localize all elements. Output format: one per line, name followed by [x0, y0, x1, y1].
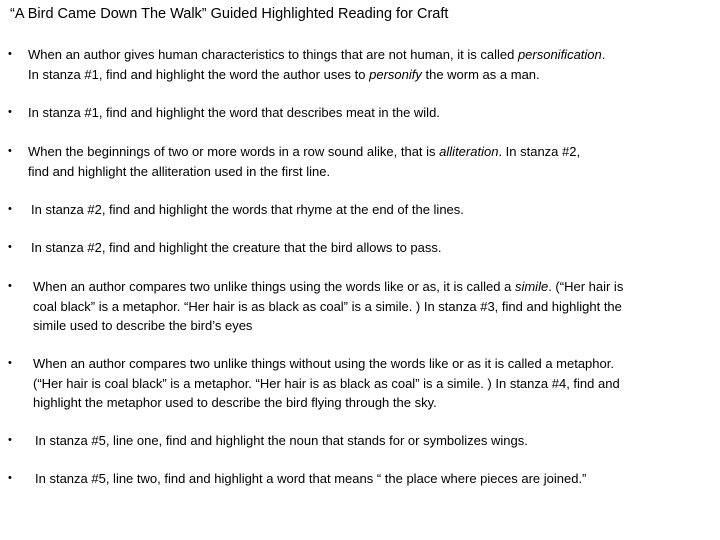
page-title: “A Bird Came Down The Walk” Guided Highlighted Reading for Craft [10, 6, 449, 22]
line-segment: When the beginnings of two or more words in a row sound alike, that is [28, 144, 440, 159]
bullet: • [8, 145, 12, 157]
line-segment: coal black” is a metaphor. “Her hair is as black as coal” is a simile. ) In stanza #3, find and highlight the [33, 298, 622, 314]
line-segment: When an author gives human characteristics to things that are not human, it is called [28, 47, 518, 62]
question-line [28, 162, 688, 182]
question-text [28, 103, 688, 123]
question-text [28, 142, 688, 181]
line-segment: In stanza #1, find and highlight the word the author uses to [28, 66, 370, 82]
bullet: • [8, 280, 12, 292]
question-text [28, 45, 688, 84]
question-line [33, 316, 708, 336]
line-segment: . In stanza #2, [498, 144, 581, 159]
question-line [35, 469, 695, 489]
bullet: • [8, 203, 12, 215]
question-text [33, 354, 708, 413]
question-line [33, 393, 708, 413]
line-segment: . (“Her hair is [548, 279, 624, 294]
line-segment: In stanza #1, find and highlight the word that describes meat in the wild. [28, 105, 440, 120]
line-segment: the worm as a man. [421, 66, 540, 82]
bullet: • [8, 48, 12, 60]
question-line [33, 277, 708, 297]
term: simile [514, 279, 549, 294]
question-line [28, 142, 688, 162]
question-line [28, 45, 688, 65]
bullet: • [8, 434, 12, 446]
bullet: • [8, 357, 12, 369]
question-text [35, 431, 695, 451]
question-text [31, 200, 691, 220]
question-line [33, 297, 708, 317]
bullet: • [8, 472, 12, 484]
question-line [28, 103, 688, 123]
term: alliteration [439, 144, 499, 159]
line-segment: When an author compares two unlike things using the words like or as, it is called a [33, 279, 515, 294]
bullet: • [8, 106, 12, 118]
line-segment: When an author compares two unlike things without using the words like or as it is called a metaphor. [33, 356, 614, 371]
line-segment: In stanza #5, line one, find and highlight the noun that stands for or symbolizes wings. [35, 433, 528, 448]
question-line [35, 431, 695, 451]
bullet: • [8, 241, 12, 253]
question-text [33, 277, 708, 336]
line-segment: (“Her hair is coal black” is a metaphor. “Her hair is as black as coal” is a simile. ) In stanza #4, find and [33, 375, 620, 391]
question-line [31, 238, 691, 258]
line-segment: . [601, 47, 606, 62]
term: personification [517, 47, 602, 62]
question-line [28, 65, 688, 85]
question-line [31, 200, 691, 220]
line-segment: In stanza #2, find and highlight the words that rhyme at the end of the lines. [31, 202, 464, 217]
question-line [33, 354, 708, 374]
line-segment: In stanza #2, find and highlight the creature that the bird allows to pass. [31, 240, 442, 255]
question-line [33, 374, 708, 394]
question-text [31, 238, 691, 258]
term: personify [369, 66, 422, 82]
line-segment: highlight the metaphor used to describe the bird flying through the sky. [33, 395, 437, 410]
line-segment: find and highlight the alliteration used in the first line. [28, 163, 331, 179]
line-segment: simile used to describe the bird’s eyes [33, 318, 253, 333]
question-text [35, 469, 695, 489]
line-segment: In stanza #5, line two, find and highlight a word that means “ the place where pieces are joined.” [35, 471, 587, 486]
